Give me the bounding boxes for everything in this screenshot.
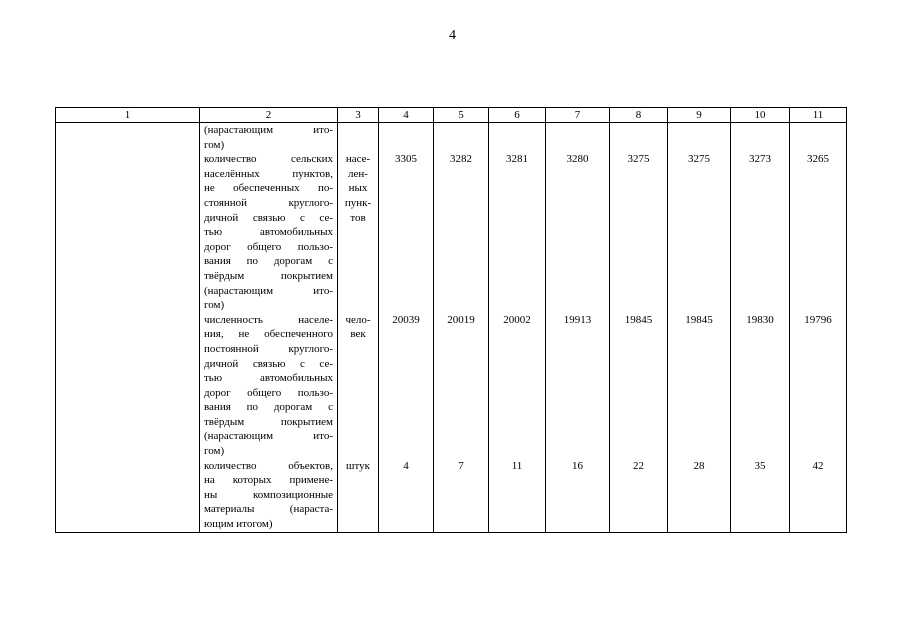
indicator-2-description [204,313,333,459]
value: 3280 [566,153,589,166]
unit-line: лен- [348,167,368,180]
unit-line: штук [346,459,370,472]
desc-line: дорог общего пользо- [204,240,333,253]
desc-line: дичной связью с се- [204,211,333,224]
value: 22 [633,459,644,472]
desc-line: материалы (нараста- [204,503,333,516]
desc-line: гом) [204,299,225,312]
desc-line: количество объектов, [204,459,333,472]
desc-line: гом) [204,445,225,458]
value-cell-col-8 [610,123,668,533]
value: 19796 [804,313,832,326]
value: 3305 [395,153,417,166]
desc-line: ющим итогом) [204,518,273,531]
table-row [56,123,847,533]
header-col-10: 10 [731,108,790,123]
desc-line: (нарастающим ито- [204,284,333,297]
value: 3265 [807,153,829,166]
header-col-11: 11 [790,108,847,123]
value: 7 [458,459,464,472]
value: 11 [511,459,523,472]
value-cell-col-7 [546,123,610,533]
value-cell-col-4 [379,123,434,533]
value: 19845 [624,313,653,326]
header-col-6: 6 [489,108,546,123]
value: 28 [693,459,705,472]
header-row [56,108,847,123]
value: 20002 [503,313,531,326]
intro-segment [204,123,333,152]
desc-line: численность населе- [204,313,333,326]
data-table [55,107,847,533]
indicator-description-cell [200,123,338,533]
unit-line: пунк- [344,196,372,209]
desc-line: не обеспеченных по- [204,182,333,195]
header-col-4: 4 [379,108,434,123]
value-cell-col-10 [731,123,790,533]
value: 16 [572,459,583,472]
desc-line: (нарастающим ито- [204,124,333,136]
value-cell-col-9 [668,123,731,533]
unit-line: чело- [345,313,371,326]
value: 3281 [506,153,528,166]
value: 20039 [392,313,420,326]
unit-line: тов [350,211,366,224]
header-col-1: 1 [56,108,200,123]
value: 19845 [685,313,713,326]
value: 3282 [450,153,472,166]
header-col-5: 5 [434,108,489,123]
empty-first-column [56,123,200,533]
desc-line: вания по дорогам с [204,401,333,414]
desc-line: твёрдым покрытием [204,269,333,282]
header-col-3: 3 [338,108,379,123]
page-number: 4 [449,28,456,43]
desc-line: тью автомобильных [204,372,333,385]
value: 19913 [563,313,592,326]
value: 4 [403,459,409,472]
desc-line: постоянной круглого- [204,342,333,355]
value: 20019 [447,313,475,326]
value-cell-col-5 [434,123,489,533]
header-col-7: 7 [546,108,610,123]
desc-line: ны композиционные [204,488,333,501]
header-col-8: 8 [610,108,668,123]
value-cell-col-6 [489,123,546,533]
desc-line: ния, не обеспеченного [204,328,333,341]
value: 3275 [688,153,710,166]
indicator-3-description [204,459,333,532]
desc-line: гом) [204,138,225,151]
desc-line: вания по дорогам с [204,255,333,268]
desc-line: тью автомобильных [204,226,333,239]
indicator-1-description [204,152,333,313]
value: 19830 [746,313,774,326]
value: 42 [812,459,824,472]
desc-line: твёрдым покрытием [204,415,333,428]
value: 35 [754,459,766,472]
desc-line: дорог общего пользо- [204,386,333,399]
indicator-3-unit [339,459,377,474]
unit-cell [338,123,379,533]
value: 3273 [749,153,771,166]
unit-line: насе- [345,153,371,166]
desc-line: количество сельских [204,153,333,166]
desc-line: на которых примене- [204,474,333,487]
header-col-2: 2 [200,108,338,123]
indicator-2-unit [339,313,377,459]
indicator-1-unit [339,152,377,313]
desc-line: населённых пунктов, [204,167,333,180]
unit-line: ных [348,182,368,195]
desc-line: дичной связью с се- [204,357,333,370]
value: 3275 [627,153,650,166]
desc-line: (нарастающим ито- [204,430,333,443]
value-cell-col-11 [790,123,847,533]
unit-line: век [350,328,366,341]
header-col-9: 9 [668,108,731,123]
desc-line: стоянной круглого- [204,196,333,209]
